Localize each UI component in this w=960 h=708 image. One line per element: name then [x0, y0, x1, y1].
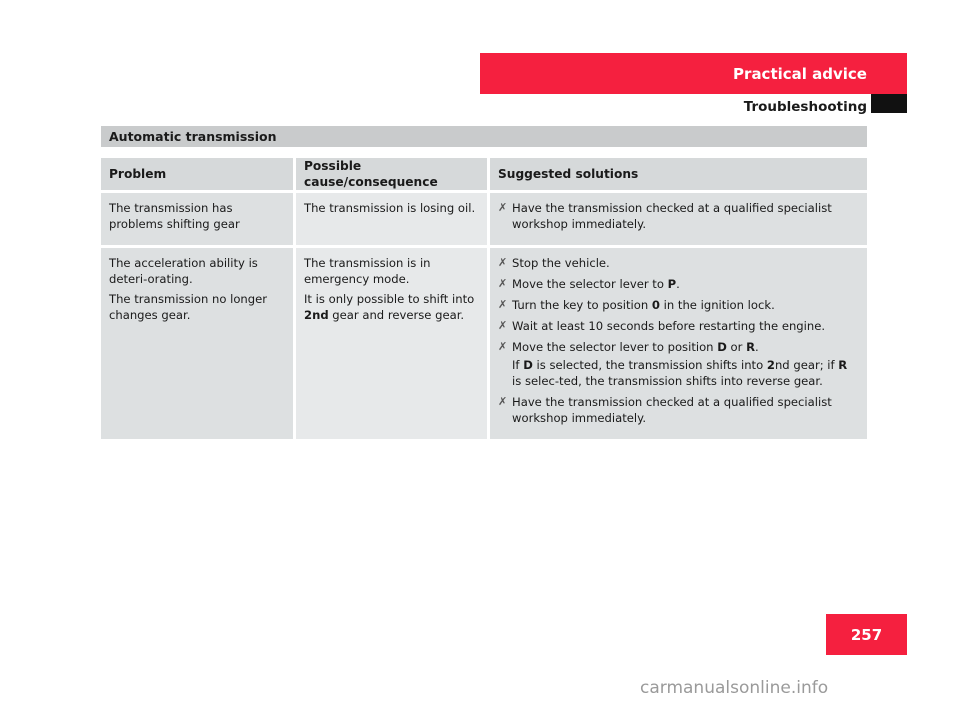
table-title-text: Automatic transmission — [109, 129, 277, 144]
step-arrow-icon: ✗ — [498, 277, 508, 290]
problem-cell: The acceleration ability is deteri-orating. The transmission no longer changes gear. — [101, 247, 295, 441]
section-header — [480, 53, 907, 94]
solution-cell — [489, 192, 868, 247]
cause-cell: The transmission is in emergency mode. It is only possible to shift into 2nd gear and reverse gear. — [295, 247, 489, 441]
solution-step: ✗ Have the transmission checked at a qualified specialist workshop immediately. — [498, 201, 832, 231]
step-arrow-icon: ✗ — [498, 395, 508, 408]
solution-step: ✗ Move the selector lever to P. — [498, 277, 680, 291]
troubleshooting-table — [101, 158, 867, 442]
solution-step: ✗ Wait at least 10 seconds before restarting the engine. — [498, 319, 826, 333]
watermark: carmanualsonline.info — [640, 678, 829, 698]
step-arrow-icon: ✗ — [498, 201, 508, 214]
table-row — [101, 192, 867, 247]
subsection-title: Troubleshooting — [743, 99, 867, 115]
step-arrow-icon: ✗ — [498, 298, 508, 311]
column-header-problem: Problem — [101, 158, 295, 192]
solution-step: ✗ Stop the vehicle. — [498, 256, 610, 270]
table-row — [101, 247, 867, 441]
step-arrow-icon: ✗ — [498, 319, 508, 332]
solution-step: ✗ Have the transmission checked at a qualified specialist workshop immediately. — [498, 395, 832, 425]
page-number: 257 — [826, 614, 907, 655]
step-arrow-icon: ✗ — [498, 340, 508, 353]
problem-cell: The transmission has problems shifting gear — [101, 192, 295, 247]
solution-step: ✗ Move the selector lever to position D or R. — [498, 340, 759, 354]
column-header-solutions: Suggested solutions — [489, 158, 868, 192]
column-header-cause: Possible cause/consequence — [295, 158, 489, 192]
cause-cell: The transmission is losing oil. — [295, 192, 489, 247]
solution-note: If D is selected, the transmission shifts into 2nd gear; if R is selec-ted, the transmission shifts into reverse gear. — [512, 358, 848, 388]
step-arrow-icon: ✗ — [498, 256, 508, 269]
table-header-row — [101, 158, 867, 192]
section-title: Practical advice — [733, 64, 867, 83]
table-title — [101, 126, 867, 147]
section-tab-marker — [871, 94, 907, 113]
solution-step: ✗ Turn the key to position 0 in the ignition lock. — [498, 298, 775, 312]
solution-cell — [489, 247, 868, 441]
